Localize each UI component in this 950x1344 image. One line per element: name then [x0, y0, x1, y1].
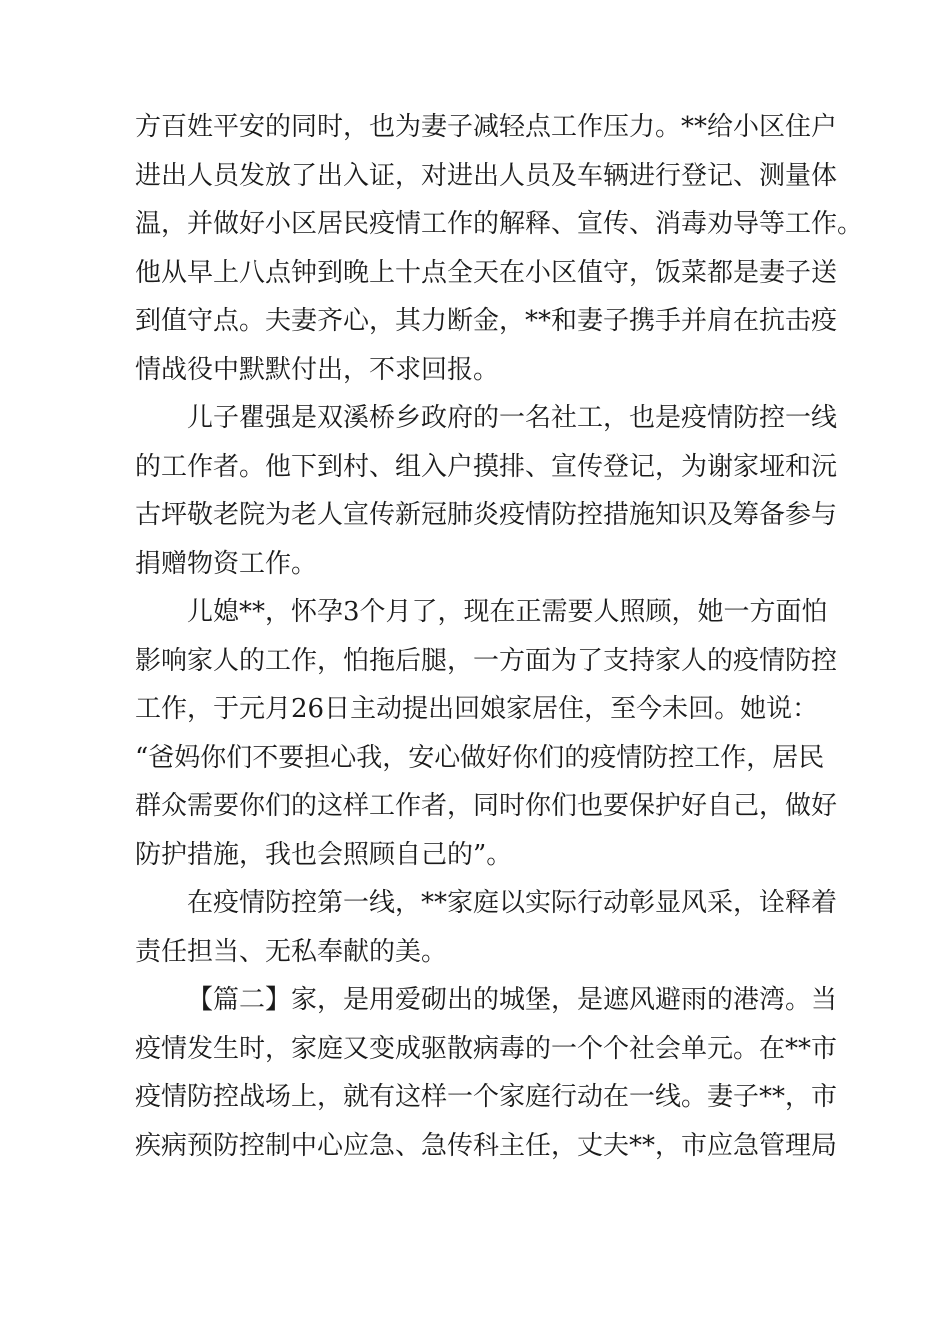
text-line: 情战役中默默付出，不求回报。: [135, 354, 500, 385]
paragraph-first-line: 儿媳**，怀孕3个月了，现在正需要人照顾，她一方面怕: [187, 597, 828, 627]
text-line: 到值守点。夫妻齐心，其力断金，**和妻子携手并肩在抗击疫: [135, 306, 838, 336]
text-line: 疾病预防控制中心应急、急传科主任，丈夫**，市应急管理局: [135, 1130, 838, 1161]
paragraph-first-line: 【篇二】家，是用爱砌出的城堡，是遮风避雨的港湾。当: [187, 985, 838, 1015]
text-line: 的工作者。他下到村、组入户摸排、宣传登记，为谢家垭和沅: [135, 451, 838, 482]
text-line: 他从早上八点钟到晚上十点全天在小区值守，饭菜都是妻子送: [135, 257, 838, 288]
text-line: 疫情防控战场上，就有这样一个家庭行动在一线。妻子**，市: [135, 1082, 838, 1112]
text-line: 影响家人的工作，怕拖后腿，一方面为了支持家人的疫情防控: [135, 645, 838, 676]
paragraph-first-line: 儿子瞿强是双溪桥乡政府的一名社工，也是疫情防控一线: [187, 403, 838, 433]
text-line: 温，并做好小区居民疫情工作的解释、宣传、消毒劝导等工作。: [135, 209, 864, 239]
paragraph-first-line: 在疫情防控第一线，**家庭以实际行动彰显风采，诠释着: [187, 888, 838, 918]
text-line: 古坪敬老院为老人宣传新冠肺炎疫情防控措施知识及筹备参与: [135, 500, 838, 530]
text-line: 工作，于元月26日主动提出回娘家居住，至今未回。她说：: [135, 694, 819, 724]
text-line: 责任担当、无私奉献的美。: [135, 936, 448, 967]
text-line: 防护措施，我也会照顾自己的”。: [135, 839, 513, 870]
text-line: 捐赠物资工作。: [135, 548, 318, 579]
text-line: “爸妈你们不要担心我，安心做好你们的疫情防控工作，居民: [135, 742, 825, 773]
text-line: 群众需要你们的这样工作者，同时你们也要保护好自己，做好: [135, 791, 838, 821]
text-line: 疫情发生时，家庭又变成驱散病毒的一个个社会单元。在**市: [135, 1033, 838, 1064]
text-line: 进出人员发放了出入证，对进出人员及车辆进行登记、测量体: [135, 160, 838, 191]
document-body: [135, 103, 864, 1170]
text-line: 方百姓平安的同时，也为妻子减轻点工作压力。**给小区住户: [135, 112, 838, 142]
